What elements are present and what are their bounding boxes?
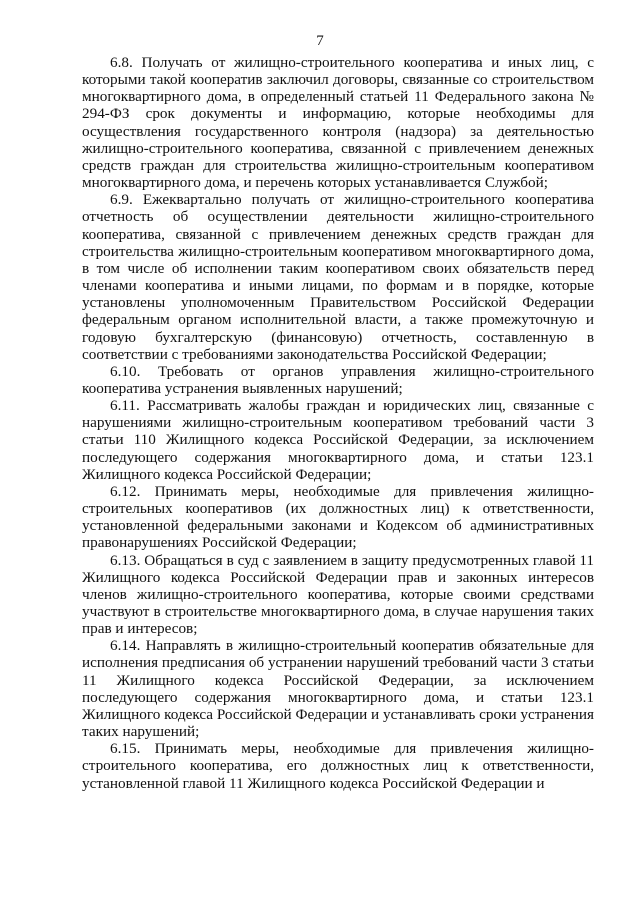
paragraph-6-12: 6.12. Принимать меры, необходимые для привлечения жилищно-строительных кооперативов (их должностных лиц) к ответственности, установленной федеральными законами и Кодексом об административных правонарушениях Российской Федерации;: [82, 482, 594, 552]
paragraph-6-15: 6.15. Принимать меры, необходимые для привлечения жилищно-строительного кооператива, его должностных лиц к ответственности, установленной главой 11 Жилищного кодекса Российской Федерации и: [82, 740, 594, 792]
paragraph-6-10: 6.10. Требовать от органов управления жилищно-строительного кооператива устранения выявленных нарушений;: [82, 362, 594, 397]
paragraph-6-14: 6.14. Направлять в жилищно-строительный кооператив обязательные для исполнения предписания об устранении нарушений требований части 3 статьи 11 Жилищного кодекса Российской Федерации, за исключением последующего содержания многоквартирного дома, и статьи 123.1 Жилищного кодекса Российской Федерации и устанавливать сроки устранения таких нарушений;: [82, 637, 594, 741]
document-body: [82, 54, 594, 792]
paragraph-6-9: 6.9. Ежеквартально получать от жилищно-строительного кооператива отчетность об осуществлении деятельности жилищно-строительного кооператива, связанной с привлечением денежных средств граждан для строительства жилищно-строительным кооперативом многоквартирного дома, в том числе об исполнении таким кооперативом своих обязательств перед членами кооператива и иными лицами, по формам и в порядке, которые установлены уполномоченным Правительством Российской Федерации федеральным органом исполнительной власти, а также промежуточную и годовую бухгалтерскую (финансовую) отчетность, составленную в соответствии с требованиями законодательства Российской Федерации;: [82, 191, 594, 363]
paragraph-6-8: 6.8. Получать от жилищно-строительного кооператива и иных лиц, с которыми такой кооператив заключил договоры, связанные со строительством многоквартирного дома, в определенный статьей 11 Федерального закона № 294-ФЗ срок документы и информацию, которые необходимы для осуществления государственного контроля (надзора) за деятельностью жилищно-строительного кооператива, связанной с привлечением денежных средств граждан для строительства жилищно-строительным кооперативом многоквартирного дома, и перечень которых устанавливается Службой;: [82, 54, 594, 192]
page-number: 7: [316, 33, 324, 49]
paragraph-6-13: 6.13. Обращаться в суд с заявлением в защиту предусмотренных главой 11 Жилищного кодекса Российской Федерации прав и законных интересов членов жилищно-строительного кооператива, которые своими средствами участвуют в строительстве многоквартирного дома, в случае нарушения таких прав и интересов;: [82, 551, 594, 638]
paragraph-6-11: 6.11. Рассматривать жалобы граждан и юридических лиц, связанные с нарушениями жилищно-строительным кооперативом требований части 3 статьи 110 Жилищного кодекса Российской Федерации, за исключением последующего содержания многоквартирного дома, и статьи 123.1 Жилищного кодекса Российской Федерации;: [82, 397, 594, 483]
